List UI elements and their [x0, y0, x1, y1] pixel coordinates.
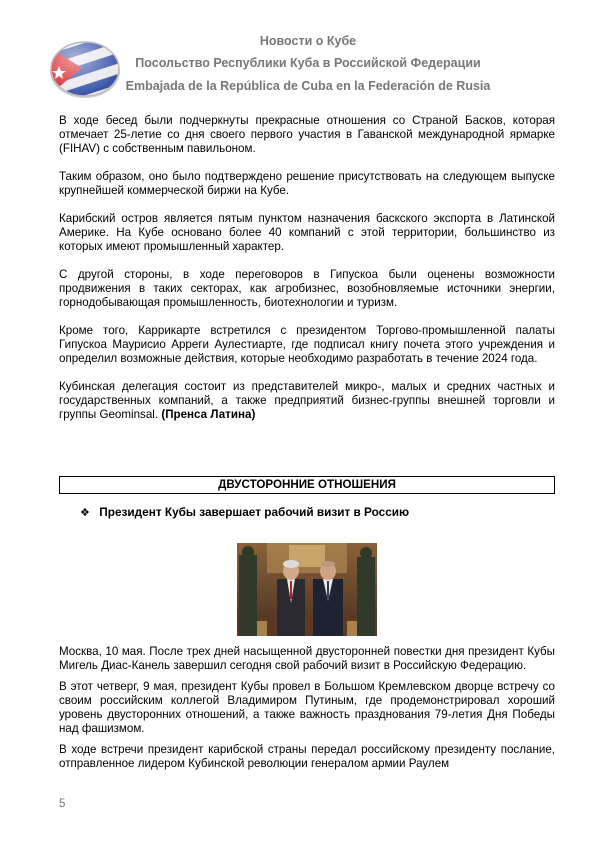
paragraph: В ходе бесед были подчеркнуты прекрасные отношения со Страной Басков, которая отмечает 25-летие со дня своего первого участия в Гаванской международной ярмарке (FIHAV) с собственным павильоном.: [59, 114, 555, 155]
page-header: [0, 0, 600, 100]
paragraph-text: Кубинская делегация состоит из представителей микро-, малых и средних частных и государственных компаний, а также предприятий бизнес-группы внешней торговли и группы Geominsal.: [59, 380, 555, 421]
page-number: 5: [59, 798, 66, 810]
article-body-bottom: [59, 645, 555, 778]
section-heading: ДВУСТОРОННИЕ ОТНОШЕНИЯ: [59, 476, 555, 494]
header-embassy-ru: Посольство Республики Куба в Российской Федерации: [135, 56, 481, 70]
diamond-bullet-icon: ❖: [80, 507, 90, 519]
news-photo: [237, 543, 377, 636]
paragraph: Москва, 10 мая. После трех дней насыщенной двусторонней повестки дня президент Кубы Мигель Диас-Канель завершил сегодня свой рабочий визит в Российскую Федерацию.: [59, 645, 555, 672]
article-body-top: [59, 114, 555, 436]
paragraph-with-source: [59, 380, 555, 422]
paragraph: С другой стороны, в ходе переговоров в Гипускоа были оценены возможности продвижения в таких секторах, как агробизнес, возобновляемые источники энергии, горнодобывающая промышленность, биотехнологии и туризм.: [59, 268, 555, 309]
paragraph: Кроме того, Каррикарте встретился с президентом Торгово-промышленной палаты Гипускоа Маурисио Арреги Аулестиарте, где подписал книгу почета этого учреждения и определил возможные действия, которые необходимо разработать в течение 2024 года.: [59, 324, 555, 365]
paragraph: Карибский остров является пятым пунктом назначения баскского экспорта в Латинской Америке. На Кубе основано более 40 компаний с этой территории, большинство из которых имеют промышленный характер.: [59, 212, 555, 253]
news-source: (Пренса Латина): [161, 408, 256, 421]
paragraph: Таким образом, оно было подтверждено решение присутствовать на следующем выпуске крупнейшей коммерческой биржи на Кубе.: [59, 170, 555, 197]
article-title-text: Президент Кубы завершает рабочий визит в Россию: [99, 505, 410, 519]
header-embassy-es: Embajada de la República de Cuba en la Federación de Rusia: [125, 79, 491, 93]
paragraph: В ходе встречи президент карибской страны передал российскому президенту послание, отправленное лидером Кубинской революции генералом армии Раулем: [59, 743, 555, 770]
paragraph: В этот четверг, 9 мая, президент Кубы провел в Большом Кремлевском дворце встречу со своим российским коллегой Владимиром Путиным, где продемонстрировал хороший уровень двусторонних отношений, а также важность празднования 79-летия Дня Победы над фашизмом.: [59, 680, 555, 735]
header-title: Новости о Кубе: [259, 34, 357, 48]
article-title: [80, 505, 409, 519]
